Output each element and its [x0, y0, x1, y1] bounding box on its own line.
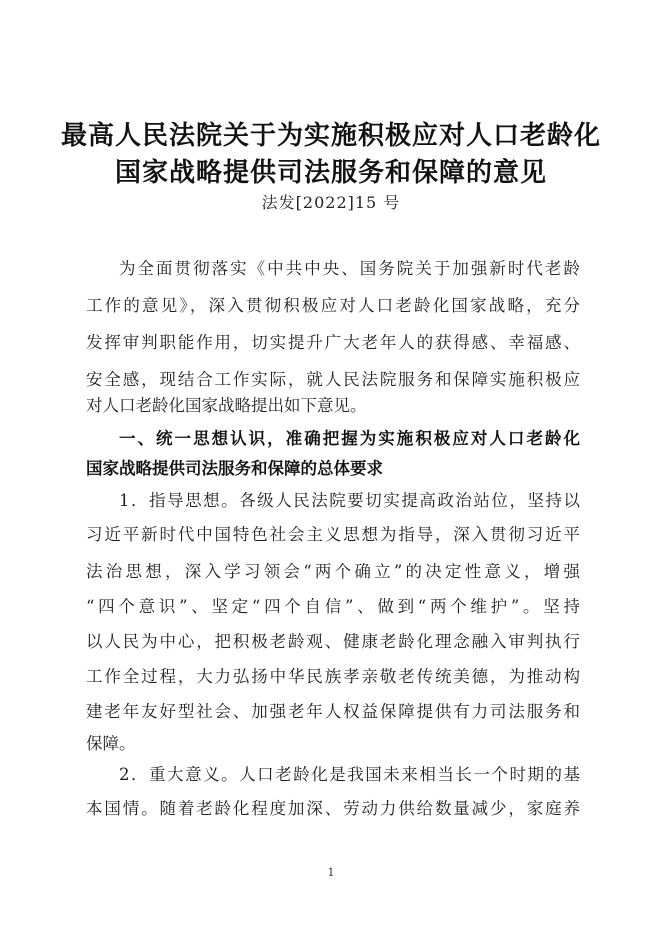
paragraph-line: 发挥审判职能作用，切实提升广大老年人的获得感、幸福感、 [86, 333, 580, 352]
paragraph-line: 2．重大意义。人口老龄化是我国未来相当长一个时期的基 [119, 765, 580, 784]
paragraph-line: 对人口老龄化国家战略提出如下意见。 [86, 396, 367, 415]
paragraph-line: 安全感，现结合工作实际，就人民法院服务和保障实施积极应 [86, 370, 580, 389]
paragraph-line: 工作全过程，大力弘扬中华民族孝亲敬老传统美德，为推动构 [86, 667, 580, 686]
paragraph-line: 为全面贯彻落实《中共中央、国务院关于加强新时代老龄 [119, 259, 580, 278]
page-number: 1 [327, 866, 335, 879]
paragraph-line: 工作的意见》，深入贯彻积极应对人口老龄化国家战略，充分 [86, 296, 580, 315]
paragraph-line: 习近平新时代中国特色社会主义思想为指导，深入贯彻习近平 [86, 525, 580, 544]
paragraph-line: 以人民为中心，把积极老龄观、健康老龄化理念融入审判执行 [86, 632, 580, 651]
section-heading-line: 国家战略提供司法服务和保障的总体要求 [86, 459, 383, 478]
paragraph-line: 法治思想，深入学习领会“两个确立”的决定性意义，增强 [86, 562, 580, 581]
paragraph-line: “四个意识”、坚定“四个自信”、做到“两个维护”。坚持 [86, 597, 580, 616]
paragraph-line: 本国情。随着老龄化程度加深、劳动力供给数量减少，家庭养 [86, 799, 580, 818]
paragraph-line: 建老年友好型社会、加强老年人权益保障提供有力司法服务和 [86, 702, 580, 721]
title-line-1: 最高人民法院关于为实施积极应对人口老龄化 [60, 121, 601, 151]
section-heading-line: 一、统一思想认识，准确把握为实施积极应对人口老龄化 [119, 429, 580, 448]
title-line-2: 国家战略提供司法服务和保障的意见 [114, 158, 547, 188]
paragraph-line: 保障。 [86, 734, 136, 753]
document-number: 法发[2022]15 号 [261, 193, 401, 212]
paragraph-line: 1．指导思想。各级人民法院要切实提高政治站位，坚持以 [119, 491, 580, 510]
